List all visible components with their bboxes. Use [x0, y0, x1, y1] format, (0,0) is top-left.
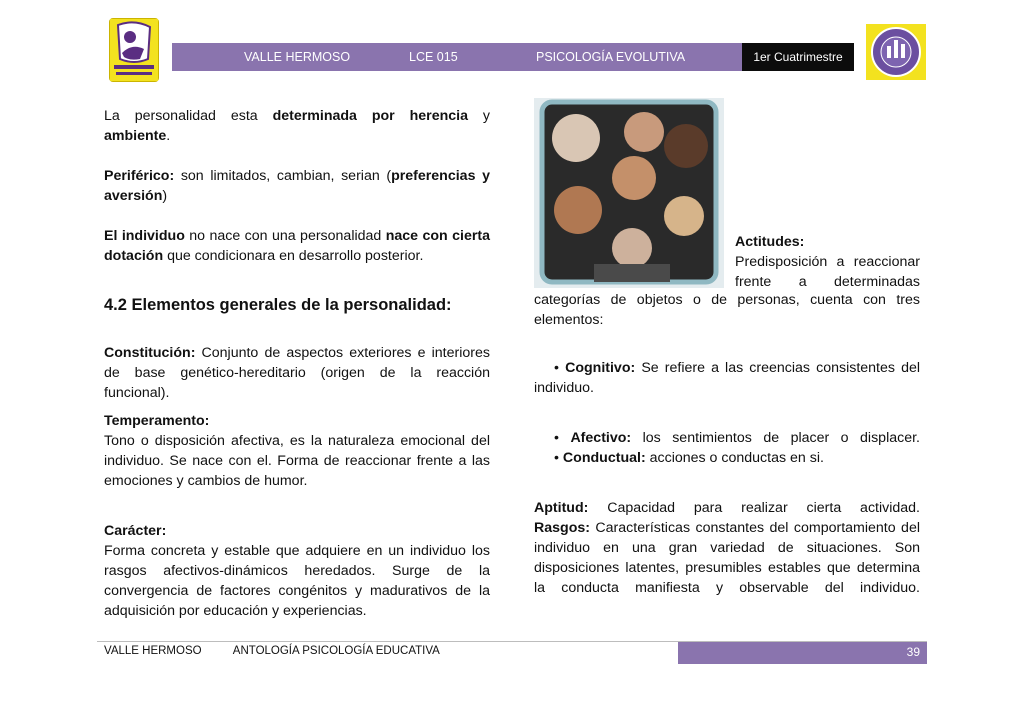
footer-title: ANTOLOGÍA PSICOLOGÍA EDUCATIVA [232, 645, 440, 657]
paragraph-personalidad: La personalidad esta determinada por herencia y ambiente. [104, 108, 490, 144]
university-logo-left [109, 18, 159, 82]
bullet-afectivo: • Afectivo: los sentimientos de placer o displacer. [554, 430, 920, 446]
footer-text [104, 645, 440, 657]
paragraph-aptitud: Aptitud: Capacidad para realizar cierta actividad. [534, 500, 920, 516]
section-title: 4.2 Elementos generales de la personalidad: [104, 296, 452, 314]
footer-page-bar [678, 642, 927, 664]
bullet-cognitivo: • Cognitivo: Se refiere a las creencias consistentes del individuo. [534, 360, 920, 396]
paragraph-constitucion: Constitución: Conjunto de aspectos exteriores e interiores de base genético-hereditario (origen de la reacción funcional). [104, 345, 490, 401]
paragraph-temperamento: Temperamento: Tono o disposición afectiva, es la naturaleza emocional del individuo. Se nace con el. Forma de reaccionar frente a las emociones y cambios de humor. [104, 413, 490, 489]
bullet-conductual: • Conductual: acciones o conductas en si. [554, 450, 824, 466]
actitudes-text-b: categorías de objetos o de personas, cuenta con tres elementos: [534, 292, 920, 328]
page-number: 39 [906, 645, 920, 659]
footer-campus: VALLE HERMOSO [104, 645, 202, 657]
right-column [534, 290, 920, 598]
paragraph-rasgos: Rasgos: Características constantes del comportamiento del individuo en una gran variedad de situaciones. Son disposiciones latentes, presumibles estables que determina la conducta manifiesta y observable del individuo. [534, 520, 920, 596]
actitudes-label: Actitudes: [735, 234, 805, 250]
seal-logo-right [866, 24, 926, 80]
left-column [104, 106, 490, 621]
header-campus: VALLE HERMOSO [244, 50, 351, 64]
header-bar [172, 43, 742, 71]
people-photo-collage [534, 98, 724, 288]
actitudes-intro [735, 232, 920, 292]
paragraph-caracter: Carácter: Forma concreta y estable que adquiere en un individuo los rasgos afectivos-dinámicos heredados. Surge de la convergencia de factores congénitos y madurativos de la adquisición por educación y experiencias. [104, 523, 490, 619]
header-term: 1er Cuatrimestre [742, 43, 854, 71]
header-program: LCE 015 [409, 50, 458, 64]
header-subject: PSICOLOGÍA EVOLUTIVA [536, 50, 686, 64]
paragraph-individuo: El individuo no nace con una personalidad nace con cierta dotación que condicionara en desarrollo posterior. [104, 228, 490, 264]
actitudes-text-a: Predisposición a reaccionar frente a determinadas [735, 254, 920, 290]
paragraph-periferico: Periférico: son limitados, cambian, serian (preferencias y aversión) [104, 168, 490, 204]
